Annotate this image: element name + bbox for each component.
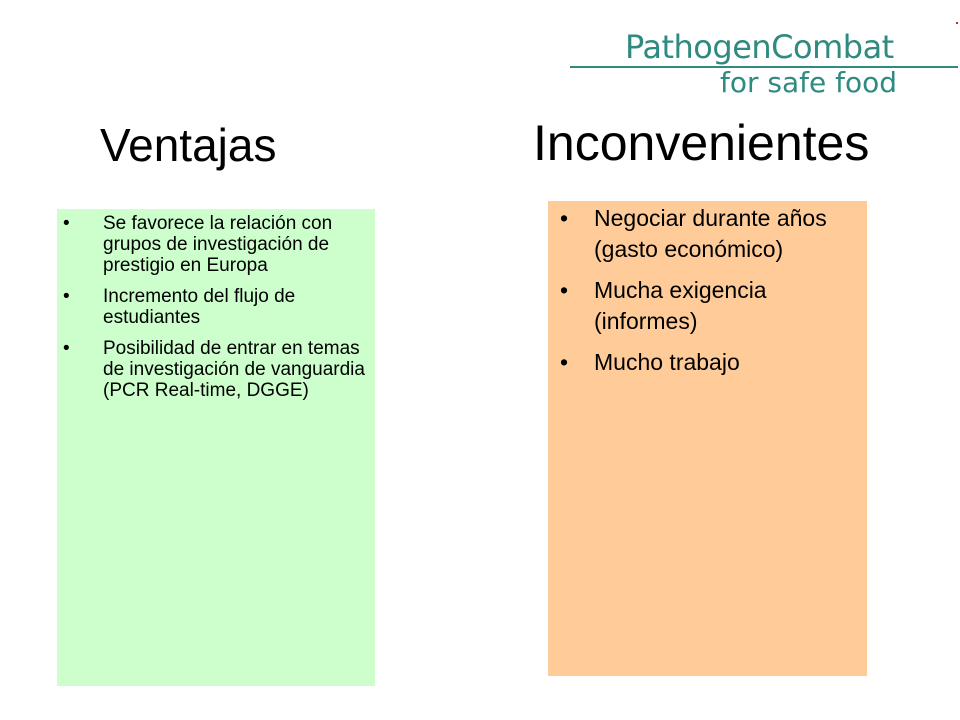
heading-inconvenientes: Inconvenientes (533, 115, 870, 171)
item-text: Mucho trabajo (594, 349, 740, 375)
inconvenientes-list (548, 201, 863, 388)
logo-tagline: for safe food (720, 66, 898, 99)
inconvenientes-panel (548, 201, 867, 676)
item-text: Se favorece la relación con grupos de investigación de prestigio en Europa (103, 213, 333, 276)
list-item (548, 347, 863, 378)
bullet-icon: • (560, 349, 569, 375)
list-item (57, 213, 367, 276)
logo-name: PathogenCombat (622, 28, 897, 66)
pathogencombat-logo (570, 22, 960, 102)
ventajas-panel (57, 209, 375, 686)
bullet-icon: • (560, 205, 569, 231)
bullet-icon: • (63, 338, 70, 359)
list-item (548, 275, 863, 337)
list-item (57, 338, 367, 401)
list-item (548, 203, 863, 265)
bullet-icon: • (63, 286, 70, 307)
item-text: Incremento del flujo de estudiantes (103, 286, 296, 328)
list-item (57, 286, 367, 328)
ventajas-list (57, 209, 367, 411)
corner-mark (956, 22, 958, 24)
bullet-icon: • (63, 213, 70, 234)
item-text: Negociar durante años (gasto económico) (594, 205, 827, 262)
heading-ventajas: Ventajas (100, 119, 277, 171)
item-text: Mucha exigencia (informes) (594, 277, 767, 334)
item-text: Posibilidad de entrar en temas de investigación de vanguardia (PCR Real-time, DGGE) (103, 338, 365, 401)
bullet-icon: • (560, 277, 569, 303)
